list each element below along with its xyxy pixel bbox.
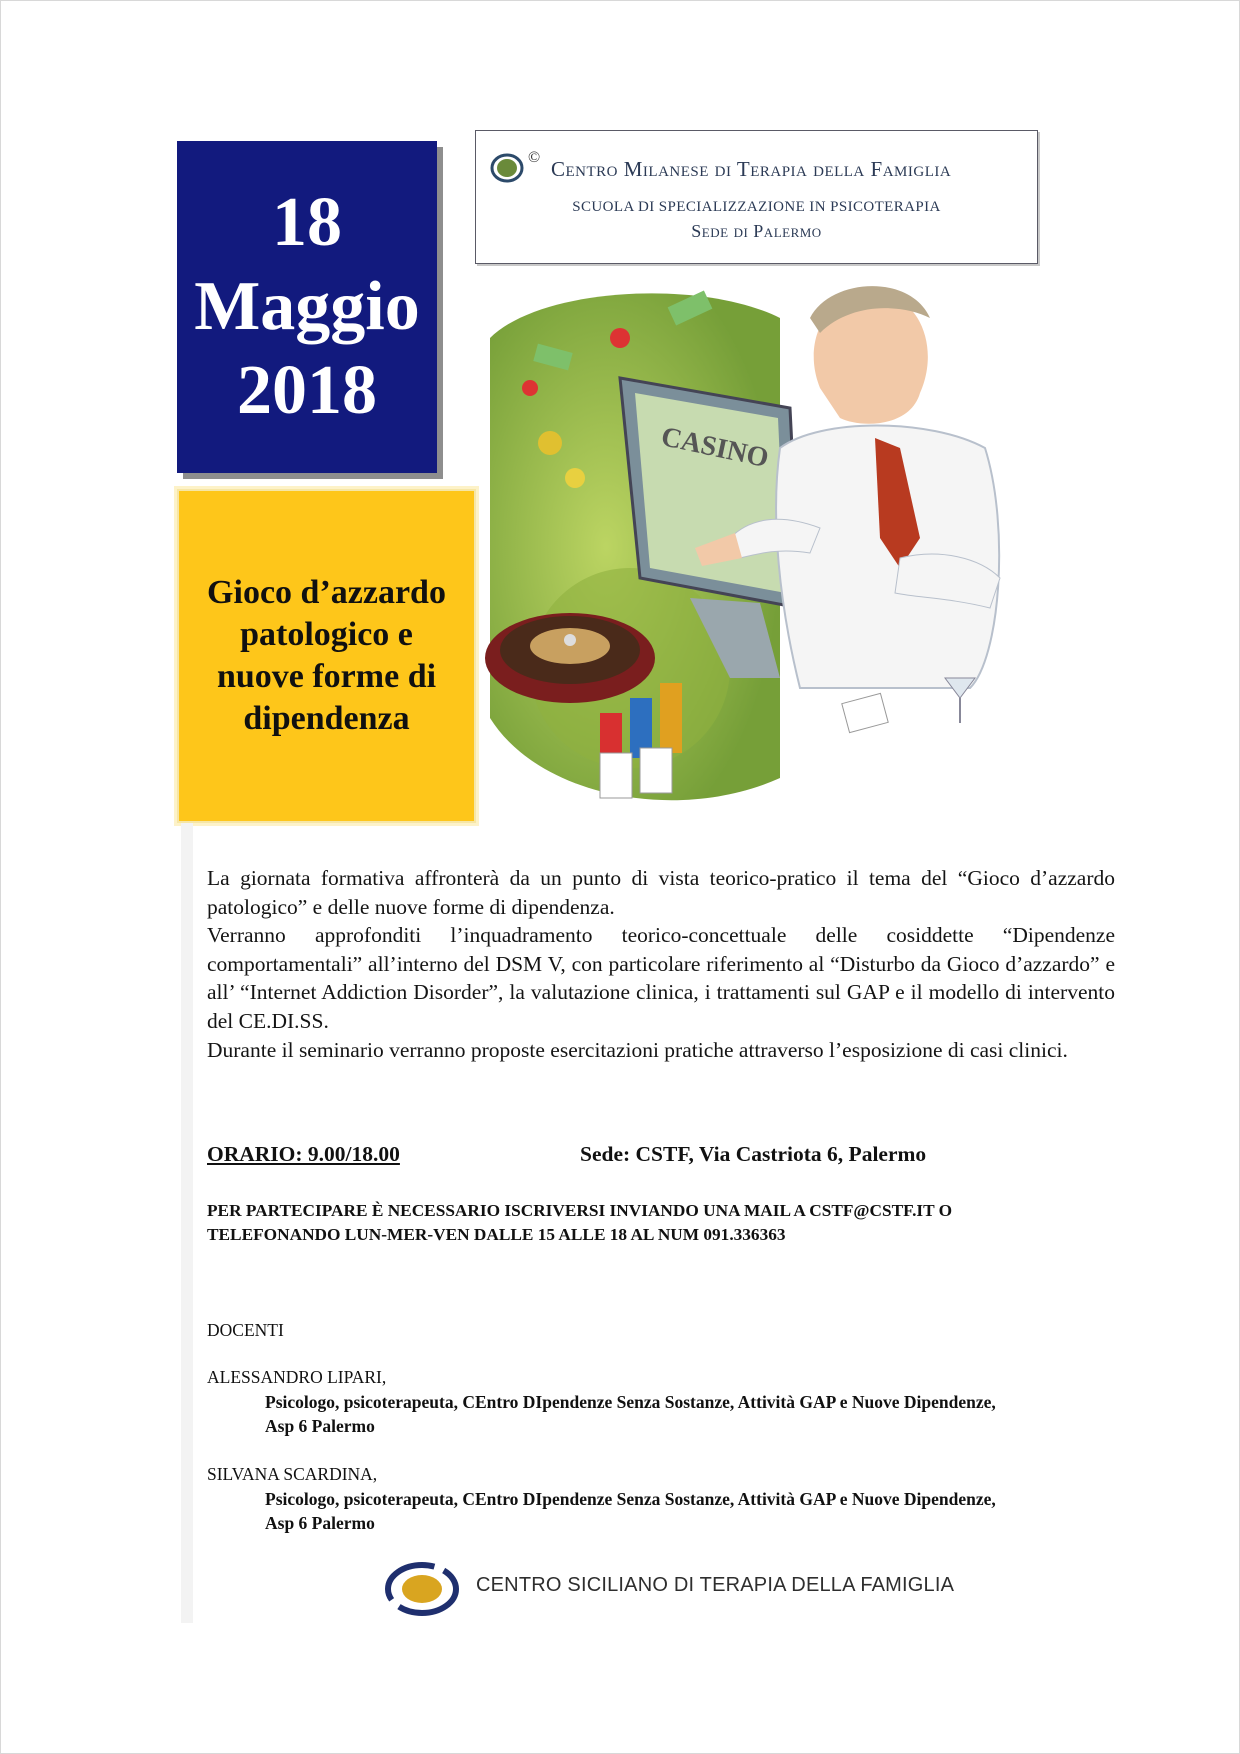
topic-line: dipendenza — [243, 700, 410, 737]
date-block — [177, 141, 437, 473]
date-month: Maggio — [194, 268, 420, 345]
notice-line: PER PARTECIPARE È NECESSARIO ISCRIVERSI INVIANDO UNA MAIL A CSTF@CSTF.IT O — [207, 1201, 953, 1220]
description-paragraph: Durante il seminario verranno proposte esercitazioni pratiche attraverso l’esposizione di casi clinici. — [207, 1037, 1068, 1062]
description-paragraph: La giornata formativa affronterà da un punto di vista teorico-pratico il tema del “Gioco d’azzardo patologico” e delle nuove forme di dipendenza. — [207, 866, 1115, 919]
description — [207, 864, 1115, 1064]
footer-organization: CENTRO SICILIANO DI TERAPIA DELLA FAMIGLIA — [476, 1574, 955, 1596]
glass-icon — [945, 678, 975, 723]
topic-line: nuove forme di — [216, 658, 437, 695]
date-day: 18 — [272, 184, 342, 261]
teacher-entry — [207, 1367, 1127, 1438]
cstf-logo-icon — [384, 1561, 460, 1617]
topic-box — [177, 489, 476, 823]
topic-line: patologico e — [240, 616, 413, 653]
description-paragraph: Verranno approfonditi l’inquadramento teorico-concettuale delle cosiddette “Dipendenze comportamentali” all’interno del DSM V, con particolare riferimento al “Disturbo da Gioco d’azzardo” e all’ “Internet Addiction Disorder”, la valutazione clinica, i trattamenti sul GAP e il modello di intervento del CE.DI.SS. — [207, 923, 1115, 1033]
topic-line: Gioco d’azzardo — [207, 574, 446, 611]
schedule-time: ORARIO: 9.00/18.00 — [207, 1142, 400, 1166]
notice-line: TELEFONANDO LUN-MER-VEN DALLE 15 ALLE 18 AL NUM 091.336363 — [207, 1225, 786, 1244]
docenti-label: DOCENTI — [207, 1320, 284, 1340]
registration-notice — [207, 1199, 1127, 1247]
teacher-name: ALESSANDRO LIPARI, — [207, 1367, 387, 1387]
header-title: Centro Milanese di Terapia della Famiglia — [551, 157, 952, 181]
side-shadow — [181, 823, 193, 1623]
roulette-icon — [485, 613, 655, 703]
teacher-name: SILVANA SCARDINA, — [207, 1464, 378, 1484]
teacher-affiliation: Asp 6 Palermo — [265, 1513, 375, 1533]
teacher-role: Psicologo, psicoterapeuta, CEntro DIpendenze Senza Sostanze, Attività GAP e Nuove Dipendenze, — [265, 1489, 996, 1509]
cmtf-logo-icon — [490, 153, 524, 183]
teacher-affiliation: Asp 6 Palermo — [265, 1416, 375, 1436]
header-box — [475, 130, 1038, 264]
teacher-role: Psicologo, psicoterapeuta, CEntro DIpendenze Senza Sostanze, Attività GAP e Nuove Dipendenze, — [265, 1392, 996, 1412]
teacher-entry — [207, 1464, 1127, 1535]
header-location: Sede di Palermo — [691, 221, 822, 241]
header-subtitle: SCUOLA DI SPECIALIZZAZIONE IN PSICOTERAPIA — [572, 199, 941, 215]
svg-text:CASINO: CASINO — [658, 421, 772, 475]
casino-illustration — [480, 278, 1035, 823]
date-year: 2018 — [237, 352, 377, 429]
copyright-symbol: © — [528, 149, 541, 166]
schedule-venue: Sede: CSTF, Via Castriota 6, Palermo — [580, 1142, 927, 1166]
